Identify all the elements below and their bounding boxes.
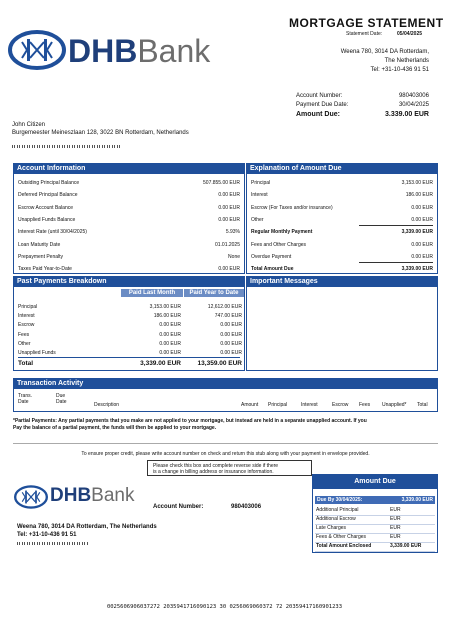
past-payment-year-to-date: 0.00 EUR [220,340,242,347]
stub-account-number: 980403006 [231,504,262,510]
stub-divider [13,443,438,444]
explanation-value: 3,153.00 EUR [401,180,433,186]
account-info-label: Prepayment Penalty [18,253,64,260]
account-info-label: Outsiding Principal Balance [18,180,80,186]
past-total-year: 13,359.00 EUR [197,360,242,367]
stub-due-by-value: 3,339.00 EUR [401,497,433,503]
col-description: Description [94,402,120,408]
explanation-label: Other [251,216,264,223]
account-info-label: Loan Maturity Date [18,241,61,248]
account-info-value: 0.00 EUR [218,204,240,211]
col-paid-year-to-date: Paid Year to Date [184,289,244,297]
explanation-label: Total Amount Due [251,266,294,273]
past-payments-title: Past Payments Breakdown [14,277,244,287]
account-information-panel [13,163,245,274]
bank-name-bank: Bank [137,33,211,69]
stub-amount-label: Additional Escrow [316,516,356,522]
stub-due-by-row [315,496,435,504]
explanation-label: Principal [251,180,271,186]
address-change-checkbox-area[interactable] [147,460,312,476]
account-info-label: Interest Rate (until 30/04/2025) [18,229,87,236]
stub-amount-label: Total Amount Enclosed [316,543,372,549]
stub-amount-value: 3,339.00 EUR [390,543,422,549]
bank-address-line1: Weena 780, 3014 DA Rotterdam, [340,49,429,55]
stub-amount-value: EUR [390,525,401,531]
explanation-value: 0.00 EUR [411,216,433,223]
col-total: Total [417,402,428,408]
account-info-label: Deferred Principal Balance [18,192,78,199]
col-trans-line1: Trans. [18,393,32,399]
col-amount: Amount [241,402,259,408]
explanation-value: 0.00 EUR [411,204,433,211]
account-number-label: Account Number: [296,93,343,99]
stub-amount-due-panel [312,474,438,553]
stub-amount-label: Late Charges [316,525,347,531]
stub-amount-label: Fees & Other Charges [316,534,367,540]
explanation-value: 3,339.00 EUR [401,266,433,273]
col-due-line1: Due [56,393,66,399]
col-interest: Interest [301,402,318,408]
statement-date-label: Statement Date: [346,31,383,37]
stub-amount-value: EUR [390,534,401,540]
explanation-value: 0.00 EUR [411,241,433,248]
explanation-value: 0.00 EUR [411,253,433,260]
account-info-label: Unapplied Funds Balance [18,216,76,223]
past-payment-label: Other [18,340,31,347]
customer-name: John Citizen [12,122,46,128]
explanation-label: Interest [251,192,268,199]
past-payments-panel [13,276,245,371]
past-payment-year-to-date: 12,612.00 EUR [207,304,242,310]
account-info-label: Escrow Account Balance [18,204,74,211]
stub-postal-barcode [17,542,89,545]
stub-bank-name-bank: Bank [91,485,135,506]
important-messages-panel [246,276,438,371]
past-payment-label: Escrow [18,322,35,329]
past-payment-last-month: 186.00 EUR [153,313,181,320]
past-total-last-month: 3,339.00 EUR [140,360,181,367]
account-info-value: 507.855.00 EUR [203,180,240,186]
bank-name-dhb: DHB [68,33,138,69]
postal-barcode [12,145,122,148]
col-principal: Principal [268,402,288,408]
important-messages-title: Important Messages [247,277,437,287]
account-information-title: Account Information [14,164,244,174]
stub-bank-address: Weena 780, 3014 DA Rotterdam, The Netherlands [17,524,157,530]
stub-amount-due-title: Amount Due [313,475,437,489]
account-info-value: None [228,253,240,260]
explanation-value: 3,339.00 EUR [401,229,433,236]
col-paid-last-month: Paid Last Month [121,289,183,297]
col-fees: Fees [359,402,371,408]
past-payment-year-to-date: 0.00 EUR [220,350,242,356]
amount-due-label: Amount Due: [296,111,340,118]
past-payment-year-to-date: 747.00 EUR [214,313,242,320]
past-payment-last-month: 3,153.00 EUR [149,304,181,310]
past-payment-year-to-date: 0.00 EUR [220,322,242,329]
account-number: 980403006 [398,93,429,99]
stub-amount-value: EUR [390,516,401,522]
explanation-subtotal-line [359,262,433,263]
past-payment-label: Unapplied Funds [18,350,56,356]
bank-logo-text [68,34,210,68]
statement-title: MORTGAGE STATEMENT [289,16,444,30]
stub-due-by-label: Due By 30/04/2025: [317,497,363,503]
explanation-label: Fees and Other Charges [251,241,307,248]
transaction-activity-title: Transaction Activity [14,379,437,389]
stub-account-label: Account Number: [153,504,204,510]
partial-payments-note-line2: Pay the balance of a partial payment, the funds will then be applied to your mortgage. [13,425,217,431]
account-info-value: 0.00 EUR [218,192,240,199]
address-change-text-line1: Please check this box and complete reverse side if there [153,463,279,469]
transaction-activity-panel [13,378,438,412]
explanation-label: Overdue Payment [251,253,292,260]
explanation-label: Escrow (For Taxes and/or insurance) [251,204,333,211]
bank-logo-text-stub [50,486,134,506]
stub-amount-value: EUR [390,507,401,513]
explanation-subtotal-line [359,225,433,226]
col-trans-line2: Date [18,399,29,405]
col-trans-date [18,393,32,405]
past-payment-last-month: 0.00 EUR [159,322,181,329]
account-info-value: 0.00 EUR [218,266,240,273]
account-info-label: Taxes Paid Year-to-Date [18,266,72,273]
dhb-logo-icon [8,30,66,70]
stub-bank-phone: Tel: +31-10-436 91 51 [17,532,77,538]
stub-instruction: To ensure proper credit, please write account number on check and return this stub along with your payment in envelope provided. [81,451,370,457]
payment-due-date: 30/04/2025 [398,102,429,108]
stub-amount-label: Additional Principal [316,507,359,513]
past-payment-label: Principal [18,304,38,310]
statement-date: 05/04/2025 [397,31,423,37]
past-payment-last-month: 0.00 EUR [159,331,181,338]
past-payment-label: Interest [18,313,35,320]
customer-address: Burgemeester Meineszlaan 128, 3022 BN Rotterdam, Netherlands [12,130,189,136]
explanation-panel [246,163,438,274]
explanation-value: 186.00 EUR [405,192,433,199]
past-total-divider [18,357,240,358]
col-due-line2: Date [56,399,67,405]
past-payment-label: Fees [18,331,30,338]
col-due-date [56,393,67,405]
amount-due: 3.339.00 EUR [385,111,429,118]
account-info-value: 01.01.2025 [214,241,240,248]
stub-row-divider [315,551,435,552]
past-payment-year-to-date: 0.00 EUR [220,331,242,338]
past-payment-last-month: 0.00 EUR [159,340,181,347]
account-info-value: 5.93% [225,229,240,236]
payment-due-date-label: Payment Due Date: [296,102,349,108]
past-total-label: Total [18,360,34,367]
explanation-title: Explanation of Amount Due [247,164,437,174]
stub-bank-name-dhb: DHB [50,485,92,506]
past-payment-last-month: 0.00 EUR [159,350,181,356]
bank-address-line2: The Netherlands [384,58,429,64]
address-change-text-line2: is a change in billing address or insurance information. [153,469,274,475]
dhb-logo-icon-stub [14,485,48,509]
explanation-label: Regular Monthly Payment [251,229,313,236]
col-unapplied: Unapplied* [382,402,407,408]
partial-payments-note-line1: *Partial Payments: Any partial payments that you make are not applied to your mortgage, but instead are held in a separate unapplied account. If you [13,418,367,424]
micr-line: 0025606906037272 2035941716090123 30 0256069060372 72 20359417160901233 [106,604,343,610]
col-escrow: Escrow [332,402,349,408]
account-info-value: 0.00 EUR [218,216,240,223]
bank-phone: Tel: +31-10-436 91 51 [370,67,429,73]
